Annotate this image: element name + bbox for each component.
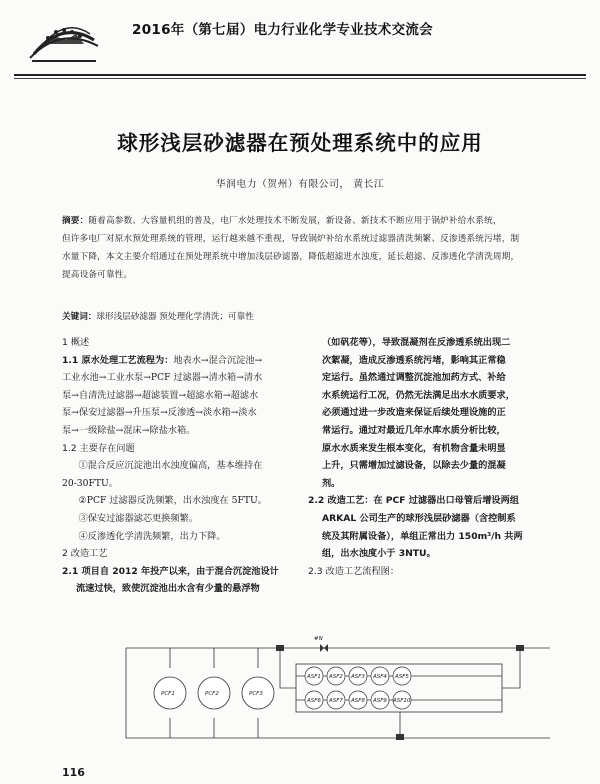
section-2-2-line: 组，出水浊度小于 3NTU。 <box>322 548 436 560</box>
abstract-line: 水量下降，本文主要介绍通过在预处理系统中增加浅层砂滤器，降低超滤进水浊度，延长超滤、反渗透化学清洗周期， <box>62 252 520 262</box>
paper-title: 球形浅层砂滤器在预处理系统中的应用 <box>117 131 483 155</box>
process-line: 泵→自清洗过滤器→超滤装置→超滤水箱→超滤水 <box>62 389 259 401</box>
right-column <box>308 334 546 580</box>
continued-line: 剂。 <box>322 477 341 489</box>
process-flow-diagram <box>100 618 570 763</box>
pcf-filter <box>242 677 274 709</box>
asf-filter <box>393 667 411 685</box>
continued-line: （如矾花等），导致混凝剂在反渗透系统出现二 <box>322 337 511 348</box>
continued-line: 次絮凝，造成反渗透系统污堵，影响其正常稳 <box>322 354 506 366</box>
asf-filter <box>305 691 323 709</box>
pcf-label: PCF1 <box>161 691 175 697</box>
abstract-line: 提高设备可靠性。 <box>62 270 133 280</box>
asf-label: ASF10 <box>393 698 411 704</box>
continued-line: 常运行。通过对最近几年水库水质分析比较， <box>322 424 506 436</box>
asf-label: ASF4 <box>373 674 387 680</box>
asf-filter <box>371 691 389 709</box>
conference-title: 2016年（第七届）电力行业化学专业技术交流会 <box>132 22 433 38</box>
page-number: 116 <box>62 766 85 779</box>
process-line: 地表水→混合沉淀池→ <box>173 354 263 366</box>
bank-inlet <box>280 648 296 688</box>
section-2-2-line: 2.2 改造工艺：在 PCF 过滤器出口母管后增设两组 <box>308 495 519 507</box>
pcf-filter <box>154 677 186 709</box>
asf-filter <box>371 667 389 685</box>
section-2-2-line: ARKAL 公司生产的球形浅层砂滤器（含控制系 <box>322 512 516 524</box>
header-rule <box>14 74 586 76</box>
section-1-heading: 1 概述 <box>62 337 90 348</box>
asf-filter <box>392 691 411 709</box>
keywords-text: 球形浅层砂滤器 预处理化学清洗；可靠性 <box>96 312 254 322</box>
problem-item: ④反渗透化学清洗频繁，出力下降。 <box>78 530 226 542</box>
problem-item: ③保安过滤器滤芯更换频繁。 <box>78 512 198 524</box>
problem-item: 20-30FTU。 <box>62 477 118 489</box>
section-1-1-heading: 1.1 原水处理工艺流程为： <box>62 354 174 366</box>
asf-filter <box>349 667 367 685</box>
valve-symbol <box>320 644 328 652</box>
asf-label: ASF3 <box>351 674 365 680</box>
valve-label: #N <box>314 636 323 642</box>
asf-filter <box>327 667 345 685</box>
section-2-1-line: 流速过快，致使沉淀池出水含有少量的悬浮物 <box>76 583 260 595</box>
asf-label: ASF2 <box>329 674 343 680</box>
page-header <box>14 10 586 72</box>
process-line: 泵→一级除盐→混床→除盐水箱。 <box>62 424 196 436</box>
keywords-label: 关键词： <box>62 312 97 322</box>
bank-outlet <box>502 648 520 688</box>
asf-filter <box>349 691 367 709</box>
left-column <box>62 334 294 598</box>
conference-logo <box>14 10 110 70</box>
continued-line: 定运行。虽然通过调整沉淀池加药方式、补给 <box>322 372 506 384</box>
section-1-2-heading: 1.2 主要存在问题 <box>62 442 135 454</box>
asf-label: ASF5 <box>395 674 409 680</box>
problem-item: ①混合反应沉淀池出水浊度偏高，基本维持在 <box>78 460 263 472</box>
asf-label: ASF6 <box>307 698 321 704</box>
pcf-filter <box>198 677 230 709</box>
abstract-line: 但许多电厂对原水预处理系统的管理，运行越来越不重视，导致锅炉补给水系统过滤器清洗频繁、反渗透系统污堵，制 <box>62 234 520 244</box>
keywords <box>62 308 542 326</box>
process-line: 泵→保安过滤器→升压泵→反渗透→淡水箱→淡水 <box>62 407 257 419</box>
continued-line: 水系统运行工况，仍然无法满足出水水质要求， <box>322 389 515 401</box>
section-2-1-line: 2.1 项目自 2012 年投产以来，由于混合沉淀池设计 <box>62 565 279 577</box>
abstract <box>62 212 542 284</box>
abstract-line: 随着高参数、大容量机组的普及，电厂水处理技术不断发展，新设备、新技术不断应用于锅炉补给水系统， <box>88 216 502 226</box>
pcf-label: PCF3 <box>249 691 263 697</box>
continued-line: 必须通过进一步改造来保证后续处理设施的正 <box>322 407 506 419</box>
asf-label: ASF7 <box>329 698 343 704</box>
continued-line: 上升，只需增加过滤设备，以除去少量的混凝 <box>322 460 506 472</box>
problem-item: ②PCF 过滤器反洗频繁，出水浊度在 5FTU。 <box>78 495 267 507</box>
pcf-label: PCF2 <box>205 691 219 697</box>
section-2-3-heading: 2.3 改造工艺流程图： <box>308 565 400 577</box>
asf-filter <box>305 667 323 685</box>
asf-filter <box>327 691 345 709</box>
asf-label: ASF8 <box>351 698 365 704</box>
asf-label: ASF9 <box>373 698 387 704</box>
process-line: 工业水池→工业水泵→PCF 过滤器→清水箱→清水 <box>62 372 263 384</box>
abstract-label: 摘要： <box>62 216 89 226</box>
section-2-2-line: 统及其附属设备），单组正常出力 150m³/h 共两 <box>322 530 523 542</box>
continued-line: 原水水质来发生根本变化，有机物含量未明显 <box>322 442 506 454</box>
paper-authors: 华润电力（贺州）有限公司， 黄长江 <box>215 179 385 190</box>
section-2-heading: 2 改造工艺 <box>62 548 108 560</box>
header-rule-thin <box>14 78 586 79</box>
asf-label: ASF1 <box>307 674 321 680</box>
